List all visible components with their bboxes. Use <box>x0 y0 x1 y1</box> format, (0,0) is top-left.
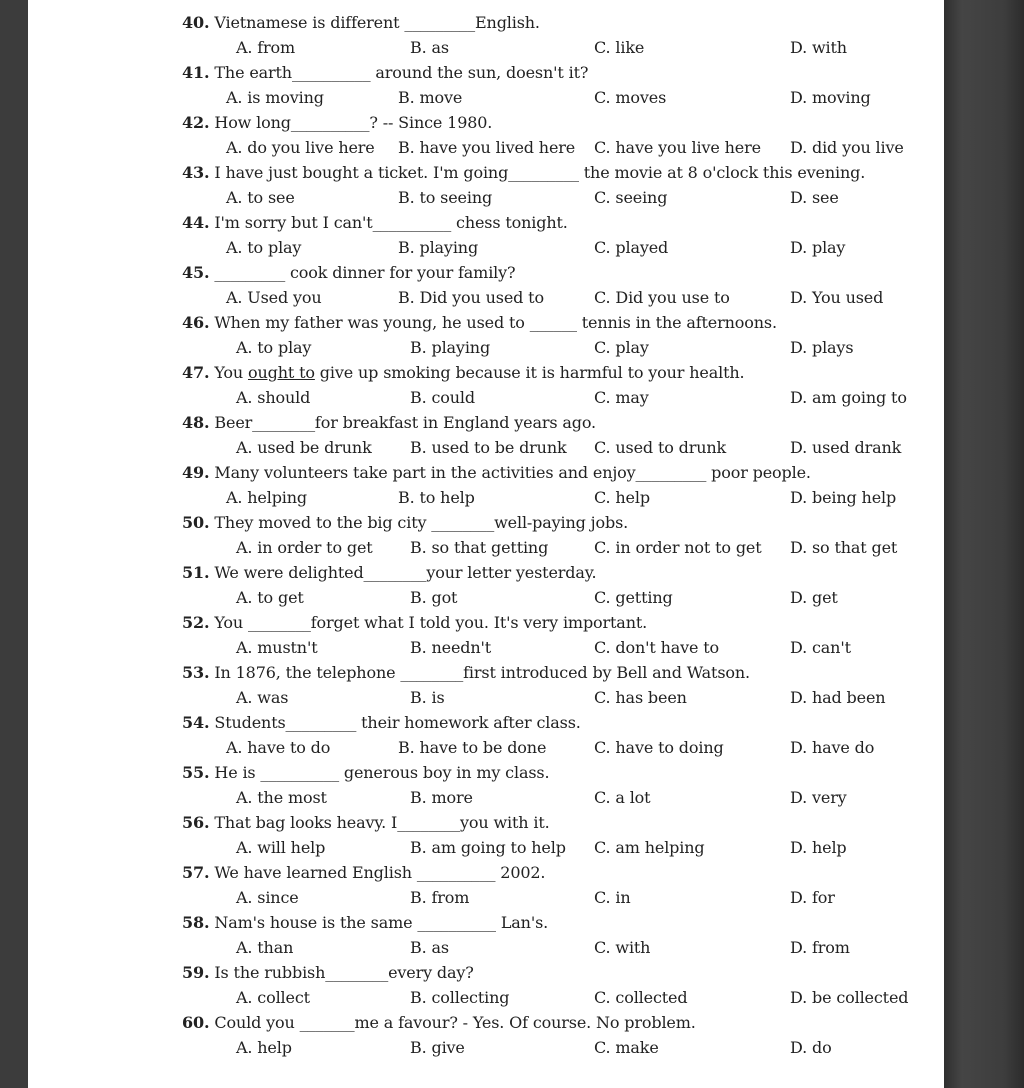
question-60 <box>182 1013 922 1033</box>
option-d: D. have do <box>790 738 875 757</box>
option-d: D. do <box>790 1038 832 1057</box>
option-a: A. helping <box>226 488 308 507</box>
question-58 <box>182 913 922 933</box>
question-44 <box>182 213 922 233</box>
question-text: Beer________for breakfast in England years ago. <box>214 413 596 432</box>
question-number: 46. <box>182 313 210 332</box>
question-45 <box>182 263 922 283</box>
question-number: 51. <box>182 563 210 582</box>
option-c: C. don't have to <box>594 638 720 657</box>
question-number: 40. <box>182 13 210 32</box>
question-number: 54. <box>182 713 210 732</box>
question-53 <box>182 663 922 683</box>
question-48 <box>182 413 922 433</box>
option-b: B. have you lived here <box>398 138 576 157</box>
option-a: A. to see <box>226 188 295 207</box>
option-a: A. mustn't <box>236 638 318 657</box>
option-d: D. very <box>790 788 847 807</box>
question-number: 49. <box>182 463 210 482</box>
question-number: 47. <box>182 363 210 382</box>
question-number: 43. <box>182 163 210 182</box>
option-d: D. can't <box>790 638 851 657</box>
question-49 <box>182 463 922 483</box>
question-text: I'm sorry but I can't__________ chess tonight. <box>214 213 568 232</box>
option-a: A. the most <box>236 788 327 807</box>
option-a: A. to play <box>236 338 312 357</box>
option-c: C. Did you use to <box>594 288 730 307</box>
question-text: I have just bought a ticket. I'm going_________ the movie at 8 o'clock this evening. <box>214 163 866 182</box>
viewer-frame-left <box>0 0 28 1088</box>
option-c: C. moves <box>594 88 667 107</box>
option-a: A. to get <box>236 588 304 607</box>
question-text: Could you _______me a favour? - Yes. Of course. No problem. <box>214 1013 696 1032</box>
question-40 <box>182 13 922 33</box>
option-d: D. with <box>790 38 847 57</box>
question-51 <box>182 563 922 583</box>
option-b: B. playing <box>398 238 479 257</box>
option-d: D. did you live <box>790 138 904 157</box>
option-a: A. from <box>236 38 296 57</box>
option-a: A. used be drunk <box>236 438 372 457</box>
option-d: D. being help <box>790 488 897 507</box>
question-number: 55. <box>182 763 210 782</box>
option-d: D. help <box>790 838 847 857</box>
question-number: 41. <box>182 63 210 82</box>
option-d: D. get <box>790 588 838 607</box>
option-c: C. played <box>594 238 669 257</box>
option-d: D. used drank <box>790 438 902 457</box>
option-c: C. play <box>594 338 649 357</box>
question-number: 53. <box>182 663 210 682</box>
question-number: 50. <box>182 513 210 532</box>
option-a: A. do you live here <box>226 138 375 157</box>
question-number: 59. <box>182 963 210 982</box>
question-text: Many volunteers take part in the activities and enjoy_________ poor people. <box>214 463 811 482</box>
question-46 <box>182 313 922 333</box>
option-b: B. used to be drunk <box>410 438 567 457</box>
option-d: D. play <box>790 238 846 257</box>
option-a: A. collect <box>236 988 310 1007</box>
option-b: B. have to be done <box>398 738 547 757</box>
option-d: D. from <box>790 938 850 957</box>
option-c: C. seeing <box>594 188 668 207</box>
option-b: B. could <box>410 388 475 407</box>
option-b: B. from <box>410 888 470 907</box>
option-c: C. with <box>594 938 651 957</box>
option-d: D. be collected <box>790 988 909 1007</box>
question-text: Nam's house is the same __________ Lan's. <box>214 913 549 932</box>
option-c: C. has been <box>594 688 687 707</box>
question-underlined-text: ought to <box>248 363 315 382</box>
option-b: B. as <box>410 938 449 957</box>
option-d: D. am going to <box>790 388 907 407</box>
question-54 <box>182 713 922 733</box>
option-a: A. since <box>236 888 299 907</box>
question-52 <box>182 613 922 633</box>
option-a: A. was <box>236 688 289 707</box>
question-41 <box>182 63 922 83</box>
option-b: B. got <box>410 588 458 607</box>
document-page <box>28 0 944 1088</box>
question-text-rest: give up smoking because it is harmful to your health. <box>314 363 745 382</box>
option-b: B. move <box>398 88 463 107</box>
option-c: C. make <box>594 1038 659 1057</box>
option-c: C. in order not to get <box>594 538 762 557</box>
question-number: 60. <box>182 1013 210 1032</box>
question-number: 56. <box>182 813 210 832</box>
question-number: 52. <box>182 613 210 632</box>
option-a: A. is moving <box>226 88 324 107</box>
option-c: C. may <box>594 388 649 407</box>
option-a: A. to play <box>226 238 302 257</box>
option-b: B. as <box>410 38 449 57</box>
question-text: _________ cook dinner for your family? <box>214 263 516 282</box>
option-c: C. getting <box>594 588 673 607</box>
question-number: 48. <box>182 413 210 432</box>
question-text: You ________forget what I told you. It's very important. <box>214 613 648 632</box>
option-a: A. should <box>236 388 311 407</box>
viewer-frame-right <box>944 0 1024 1088</box>
question-text: How long__________? -- Since 1980. <box>214 113 493 132</box>
question-55 <box>182 763 922 783</box>
option-c: C. in <box>594 888 631 907</box>
question-47 <box>182 363 922 383</box>
question-text: The earth__________ around the sun, doesn't it? <box>214 63 589 82</box>
question-43 <box>182 163 922 183</box>
option-d: D. had been <box>790 688 886 707</box>
question-text: You <box>214 363 248 382</box>
question-number: 42. <box>182 113 210 132</box>
question-57 <box>182 863 922 883</box>
question-text: We have learned English __________ 2002. <box>214 863 546 882</box>
option-c: C. have you live here <box>594 138 761 157</box>
option-b: B. needn't <box>410 638 492 657</box>
option-c: C. collected <box>594 988 688 1007</box>
question-text: Students_________ their homework after class. <box>214 713 581 732</box>
question-text: In 1876, the telephone ________first introduced by Bell and Watson. <box>214 663 750 682</box>
option-a: A. will help <box>236 838 326 857</box>
question-text: Is the rubbish________every day? <box>214 963 474 982</box>
question-42 <box>182 113 922 133</box>
option-c: C. have to doing <box>594 738 724 757</box>
option-d: D. You used <box>790 288 884 307</box>
option-a: A. help <box>236 1038 292 1057</box>
question-56 <box>182 813 922 833</box>
option-d: D. for <box>790 888 835 907</box>
option-d: D. moving <box>790 88 871 107</box>
option-a: A. have to do <box>226 738 331 757</box>
option-c: C. like <box>594 38 645 57</box>
option-a: A. Used you <box>226 288 322 307</box>
option-b: B. playing <box>410 338 491 357</box>
option-d: D. see <box>790 188 839 207</box>
option-b: B. is <box>410 688 445 707</box>
question-text: Vietnamese is different _________English. <box>214 13 540 32</box>
option-b: B. give <box>410 1038 465 1057</box>
question-50 <box>182 513 922 533</box>
option-d: D. so that get <box>790 538 898 557</box>
option-c: C. used to drunk <box>594 438 727 457</box>
question-number: 58. <box>182 913 210 932</box>
question-number: 45. <box>182 263 210 282</box>
option-c: C. help <box>594 488 650 507</box>
question-59 <box>182 963 922 983</box>
question-text: We were delighted________your letter yesterday. <box>214 563 597 582</box>
option-b: B. so that getting <box>410 538 549 557</box>
option-b: B. to seeing <box>398 188 493 207</box>
option-a: A. in order to get <box>236 538 373 557</box>
option-b: B. Did you used to <box>398 288 544 307</box>
option-b: B. more <box>410 788 473 807</box>
option-b: B. to help <box>398 488 475 507</box>
question-text: He is __________ generous boy in my class. <box>214 763 550 782</box>
option-a: A. than <box>236 938 294 957</box>
option-c: C. a lot <box>594 788 651 807</box>
question-text: When my father was young, he used to ______ tennis in the afternoons. <box>214 313 777 332</box>
option-b: B. collecting <box>410 988 510 1007</box>
question-text: They moved to the big city ________well-paying jobs. <box>214 513 629 532</box>
question-number: 57. <box>182 863 210 882</box>
question-number: 44. <box>182 213 210 232</box>
option-c: C. am helping <box>594 838 705 857</box>
option-d: D. plays <box>790 338 854 357</box>
option-b: B. am going to help <box>410 838 566 857</box>
question-text: That bag looks heavy. I________you with it. <box>214 813 550 832</box>
